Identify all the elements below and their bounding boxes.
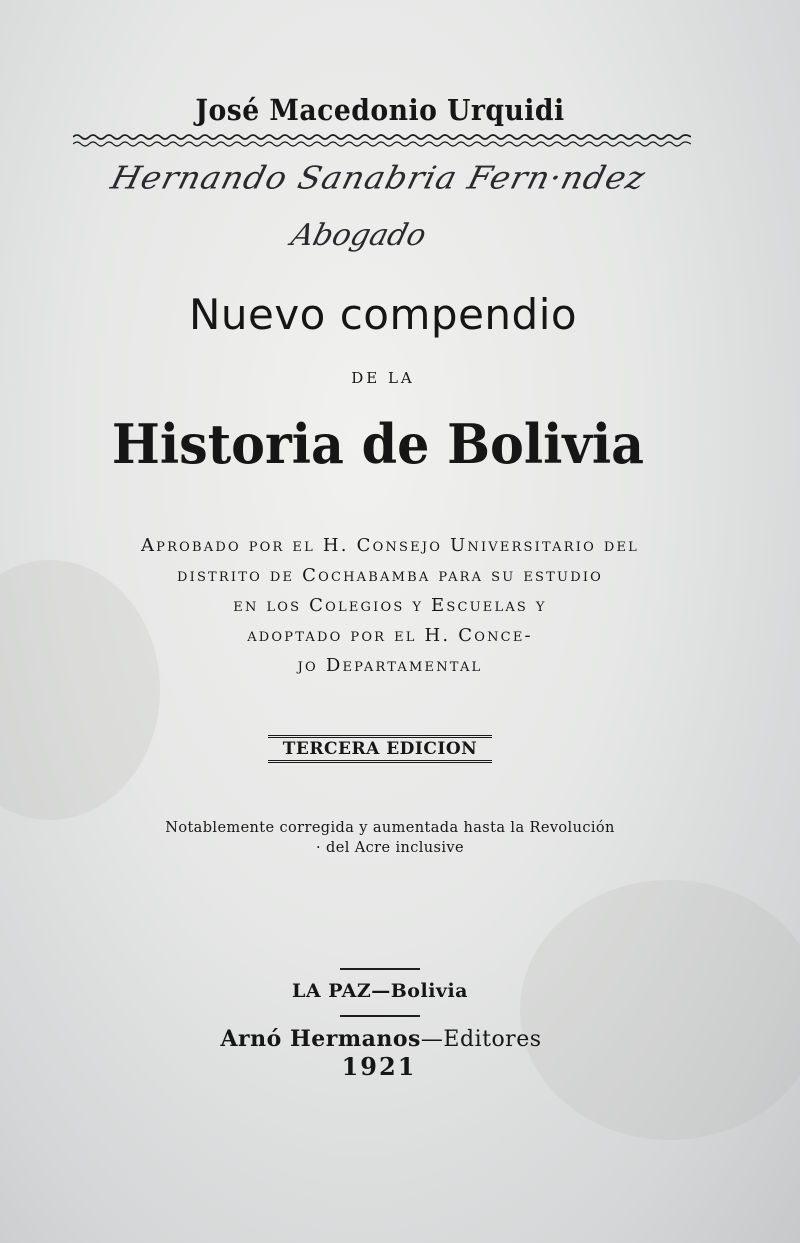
divider-rule [340, 1015, 420, 1017]
handwritten-signature-title: Abogado [287, 218, 430, 253]
main-title: Historia de Bolivia [111, 412, 645, 476]
approval-line: adoptado por el H. Conce- [247, 625, 533, 646]
imprint-publisher [0, 1026, 762, 1052]
edition-text: TERCERA EDICION [282, 739, 478, 759]
paper-stain [520, 880, 800, 1140]
handwritten-signature-name: Hernando Sanabria Fern·ndez [107, 158, 650, 197]
publisher-name: Arnó Hermanos [220, 1026, 421, 1052]
note-line: Notablemente corregida y aumentada hasta la Revolución [165, 820, 615, 836]
approval-line: distrito de Cochabamba para su estudio [176, 565, 604, 586]
note-line: · del Acre inclusive [316, 840, 464, 856]
approval-line: Aprobado por el H. Consejo Universitario del [140, 535, 639, 556]
title-line-1: Nuevo compendio [188, 290, 578, 339]
divider-rule [340, 968, 420, 970]
imprint-year: 1921 [341, 1052, 417, 1081]
edition-label [268, 735, 492, 763]
imprint-place: LA PAZ—Bolivia [292, 980, 468, 1002]
approval-statement [60, 531, 720, 681]
title-connector: DE LA [351, 369, 415, 387]
approval-line: jo Departamental [297, 655, 483, 676]
publisher-suffix: —Editores [420, 1027, 542, 1052]
ornamental-rule [73, 133, 691, 149]
revision-note [100, 818, 680, 858]
author-name: José Macedonio Urquidi [195, 93, 565, 127]
approval-line: en los Colegios y Escuelas y [233, 595, 547, 616]
